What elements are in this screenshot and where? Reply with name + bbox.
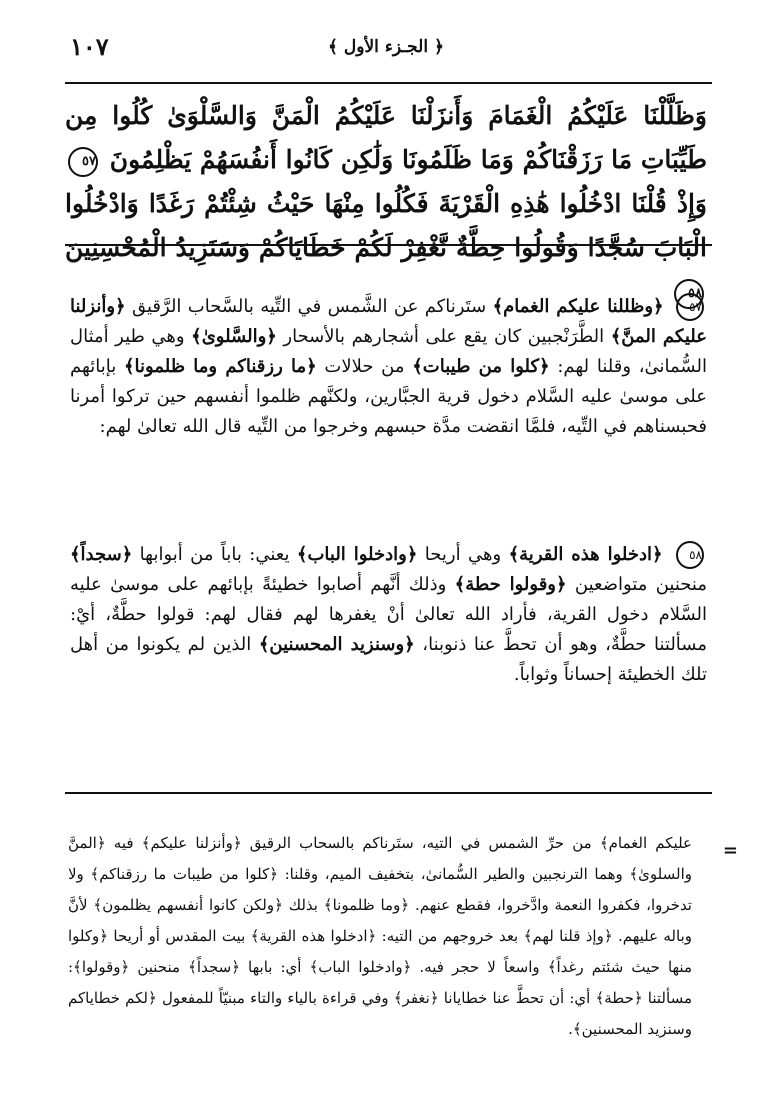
- footnote-text: عليكم الغمام﴾ من حرِّ الشمس في التيه، ستَرناكم بالسحاب الرقيق ﴿وأنزلنا عليكم﴾ فيه ﴿المنَّ والسلوىٰ﴾ وهما الترنجبين والطير السُّمانىٰ، بتخفيف الميم، وقلنا: ﴿كلوا من طيبات ما رزقناكم﴾ ولا تدخروا، فكفروا النعمة وادَّخروا، فقطع عنهم. ﴿وما ظلمونا﴾ بذلك ﴿ولكن كانوا أنفسهم يظلمون﴾ لأنَّ وباله عليهم. ﴿وإذ قلنا لهم﴾ بعد خروجهم من التيه: ﴿ادخلوا هذه القرية﴾ بيت المقدس أو أريحا ﴿وكلوا منها حيث شئتم رغداً﴾ واسعاً لا حجر فيه. ﴿وادخلوا الباب﴾ أي: بابها ﴿سجداً﴾ منحنين ﴿وقولوا﴾: مسألتنا ﴿حطة﴾ أي: أن تحطَّ عنا خطايانا ﴿نغفر﴾ وفي قراءة بالياء والتاء مبنيّاً للمفعول ﴿لكم خطاياكم وسنزيد المحسنين﴾.: [68, 834, 692, 1038]
- quran-divider: [65, 244, 712, 246]
- commentary-text: ستَرناكم عن الشَّمس في التِّيه بالسَّحاب الرَّقيق: [131, 296, 487, 317]
- tafsir-section-57: [70, 292, 707, 442]
- footnote-continuation-mark: =: [722, 840, 738, 861]
- footnote-divider: [65, 792, 712, 794]
- quran-quote: ﴿وسنزيد المحسنين﴾: [258, 634, 415, 655]
- page-number: ١٠٧: [70, 32, 109, 61]
- quran-quote: ﴿وقولوا حطة﴾: [454, 574, 567, 595]
- page-header: [70, 28, 702, 68]
- quran-quote: ﴿كلوا من طيبات﴾: [412, 356, 550, 377]
- quran-line-2b: وَإِذْ قُلْنَا ادْخُلُوا هَٰذِهِ الْقَرْيَةَ فَكُلُوا مِنْهَا حَيْثُ شِئْتُمْ رَغَدًا: [148, 189, 707, 218]
- quran-text-block: [65, 94, 707, 314]
- quran-quote: ﴿وظللنا عليكم الغمام﴾: [492, 296, 664, 317]
- quran-quote: ﴿وأنزلنا عليكم المنَّ﴾: [70, 296, 707, 347]
- quran-line-3: وَادْخُلُوا الْبَابَ سُجَّدًا وَقُولُوا حِطَّةٌ نَّغْفِرْ لَكُمْ خَطَايَاكُمْ وَسَنَزِيدُ الْمُحْسِنِينَ: [65, 189, 707, 262]
- ayah-number-marker: ٥٧: [68, 147, 98, 177]
- quran-quote: ﴿والسَّلوىٰ﴾: [191, 326, 277, 347]
- ayah-number-marker: ٥٨: [674, 279, 704, 309]
- tafsir-paragraph: [70, 540, 707, 690]
- commentary-text: وهي طير أمثال السُّمانىٰ، وقلنا لهم:: [70, 326, 707, 377]
- commentary-text: وذلك أنَّهم أصابوا خطيئةً بإبائهم على موسىٰ عليه السَّلام دخول القرية، فأراد الله تعالىٰ أنْ يغفرها لهم فقال لهم: قولوا حطَّةٌ، أيْ: مسألتنا حطَّةٌ، وهو أن تحطَّ عنا ذنوبنا،: [70, 574, 707, 655]
- ayah-number-marker: ٥٧: [676, 293, 704, 321]
- commentary-text: الذين لم يكونوا من أهل تلك الخطيئة إحساناً وثواباً.: [70, 634, 707, 685]
- header-divider: [65, 82, 712, 84]
- commentary-text: من حلالات: [324, 356, 405, 377]
- quran-quote: ﴿سجداً﴾: [70, 544, 133, 565]
- quran-line-2a: وَلَٰكِن كَانُوا أَنفُسَهُمْ يَظْلِمُونَ: [109, 145, 394, 174]
- commentary-text: وهي أريحا: [424, 544, 502, 565]
- tafsir-paragraph: [70, 292, 707, 442]
- commentary-text: الطَّرَنْجبين كان يقع على أشجارهم بالأسحار: [283, 326, 605, 347]
- ayah-number-marker: ٥٨: [676, 541, 704, 569]
- quran-quote: ﴿ادخلوا هذه القرية﴾: [508, 544, 663, 565]
- footnote-block: [68, 828, 692, 1045]
- juz-title: ﴿ الجـزء الأول ﴾: [328, 37, 444, 57]
- quran-line-1: وَظَلَّلْنَا عَلَيْكُمُ الْغَمَامَ وَأَنزَلْنَا عَلَيْكُمُ الْمَنَّ وَالسَّلْوَىٰ كُلُوا مِن طَيِّبَاتِ مَا رَزَقْنَاكُمْ وَمَا ظَلَمُونَا: [65, 101, 707, 174]
- commentary-text: يعني: باباً من أبوابها: [139, 544, 290, 565]
- quran-quote: ﴿وادخلوا الباب﴾: [296, 544, 418, 565]
- tafsir-section-58: [70, 540, 707, 690]
- quran-quote: ﴿ما رزقناكم وما ظلمونا﴾: [123, 356, 317, 377]
- commentary-text: بإبائهم على موسىٰ عليه السَّلام دخول قرية الجبَّارين، ولكنَّهم ظلموا أنفسهم حين تركوا أمرنا فحبسناهم في التِّيه، فلمَّا انقضت مدَّة حبسهم وخرجوا من التِّيه قال الله تعالىٰ لهم:: [70, 356, 707, 437]
- commentary-text: منحنين متواضعين: [574, 574, 707, 595]
